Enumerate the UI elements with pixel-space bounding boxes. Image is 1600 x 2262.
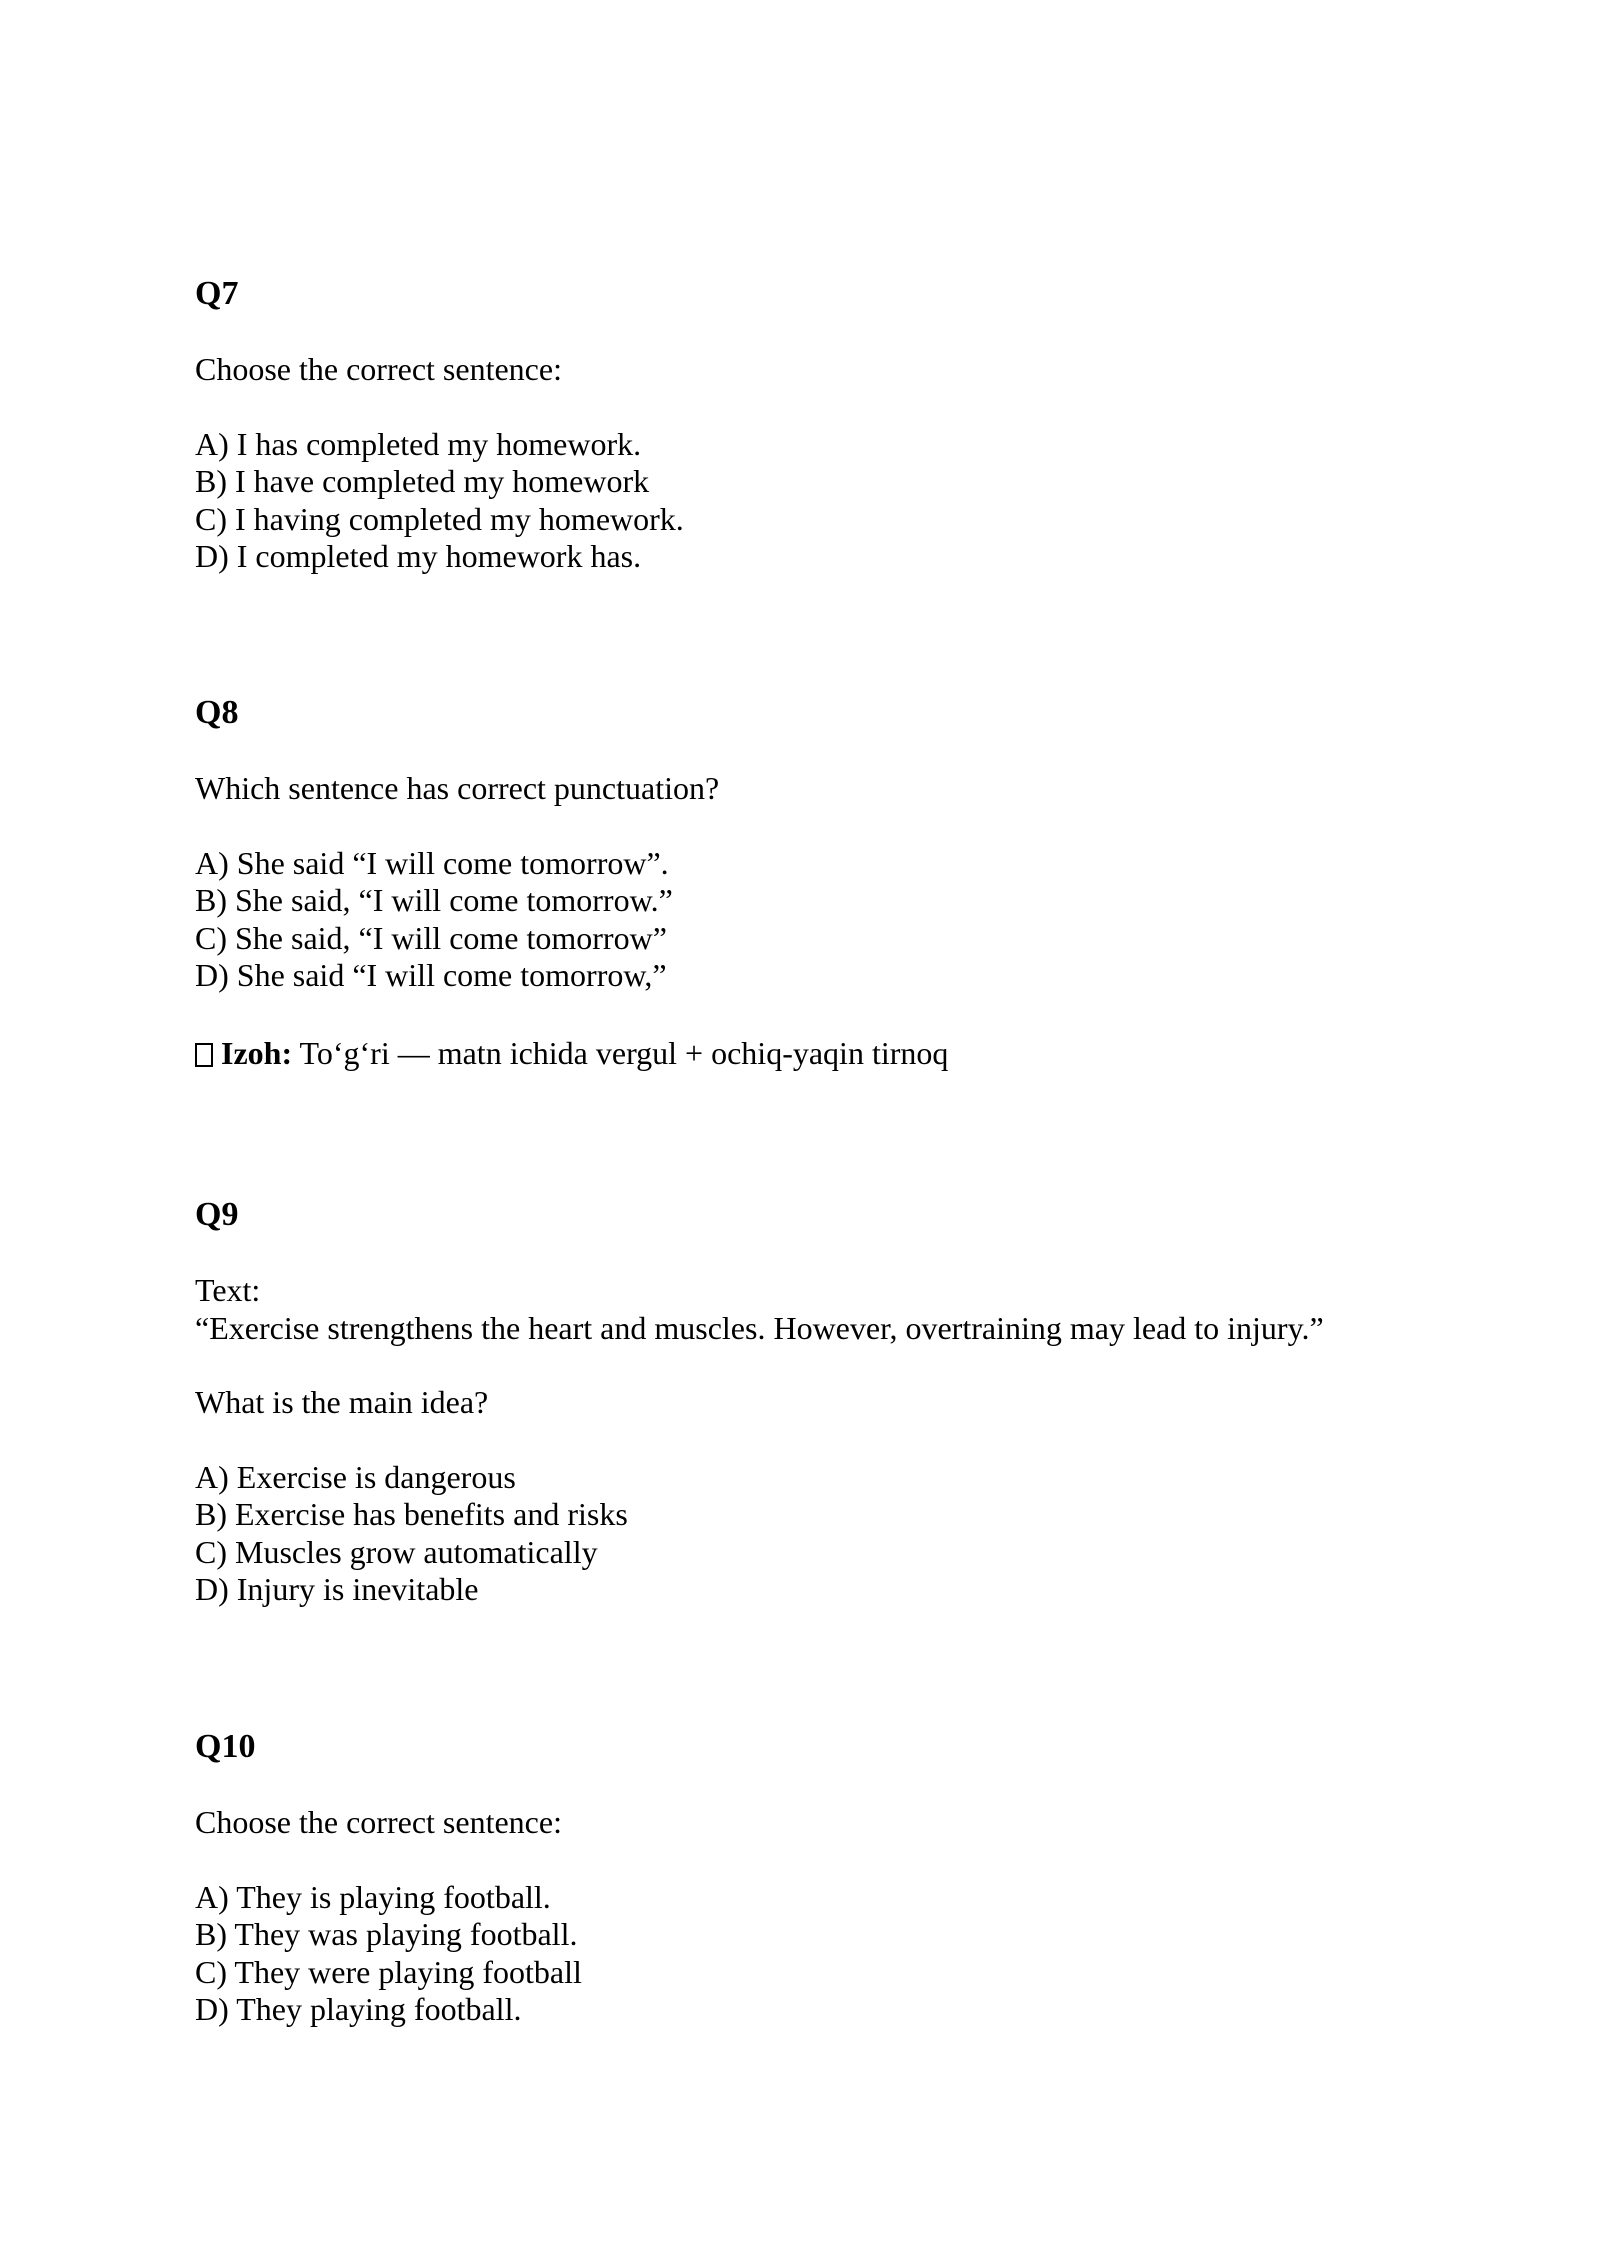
options-list <box>195 426 1480 576</box>
option-c: C) Muscles grow automatically <box>195 1533 598 1570</box>
option-a: A) She said “I will come tomorrow”. <box>195 844 669 881</box>
question-prompt: Choose the correct sentence: <box>195 351 562 387</box>
option-b: B) She said, “I will come tomorrow.” <box>195 882 673 918</box>
question-q8 <box>195 693 1480 1072</box>
option-a: A) I has completed my homework. <box>195 425 642 462</box>
option-b: B) They was playing football. <box>195 1916 578 1952</box>
option-d: D) She said “I will come tomorrow,” <box>195 957 667 993</box>
text-label: Text: <box>195 1272 261 1308</box>
question-number: Q8 <box>195 694 239 731</box>
question-q9 <box>195 1195 1480 1609</box>
option-a: A) They is playing football. <box>195 1878 551 1915</box>
reading-text <box>195 1272 1480 1347</box>
text-body: “Exercise strengthens the heart and muscles. However, overtraining may lead to injury.” <box>195 1309 1324 1346</box>
option-c: C) They were playing football <box>195 1953 582 1990</box>
question-q10 <box>195 1727 1480 2029</box>
option-c: C) She said, “I will come tomorrow” <box>195 919 667 956</box>
question-prompt: What is the main idea? <box>195 1384 489 1420</box>
explanation-note <box>195 1035 1480 1073</box>
question-prompt: Which sentence has correct punctuation? <box>195 770 720 806</box>
options-list <box>195 1459 1480 1609</box>
option-b: B) Exercise has benefits and risks <box>195 1496 628 1532</box>
options-list <box>195 1879 1480 2029</box>
option-a: A) Exercise is dangerous <box>195 1458 516 1495</box>
note-box-icon <box>195 1043 213 1067</box>
question-q7 <box>195 274 1480 576</box>
question-number: Q10 <box>195 1728 256 1765</box>
note-label: Izoh: <box>221 1034 293 1071</box>
option-d: D) Injury is inevitable <box>195 1571 479 1607</box>
question-prompt: Choose the correct sentence: <box>195 1804 562 1840</box>
options-list <box>195 845 1480 995</box>
question-number: Q9 <box>195 1196 239 1233</box>
option-c: C) I having completed my homework. <box>195 500 684 537</box>
option-b: B) I have completed my homework <box>195 463 650 499</box>
option-d: D) They playing football. <box>195 1991 522 2027</box>
note-text: To‘g‘ri — matn ichida vergul + ochiq-yaqin tirnoq <box>292 1034 949 1071</box>
option-d: D) I completed my homework has. <box>195 538 642 574</box>
question-number: Q7 <box>195 275 239 312</box>
